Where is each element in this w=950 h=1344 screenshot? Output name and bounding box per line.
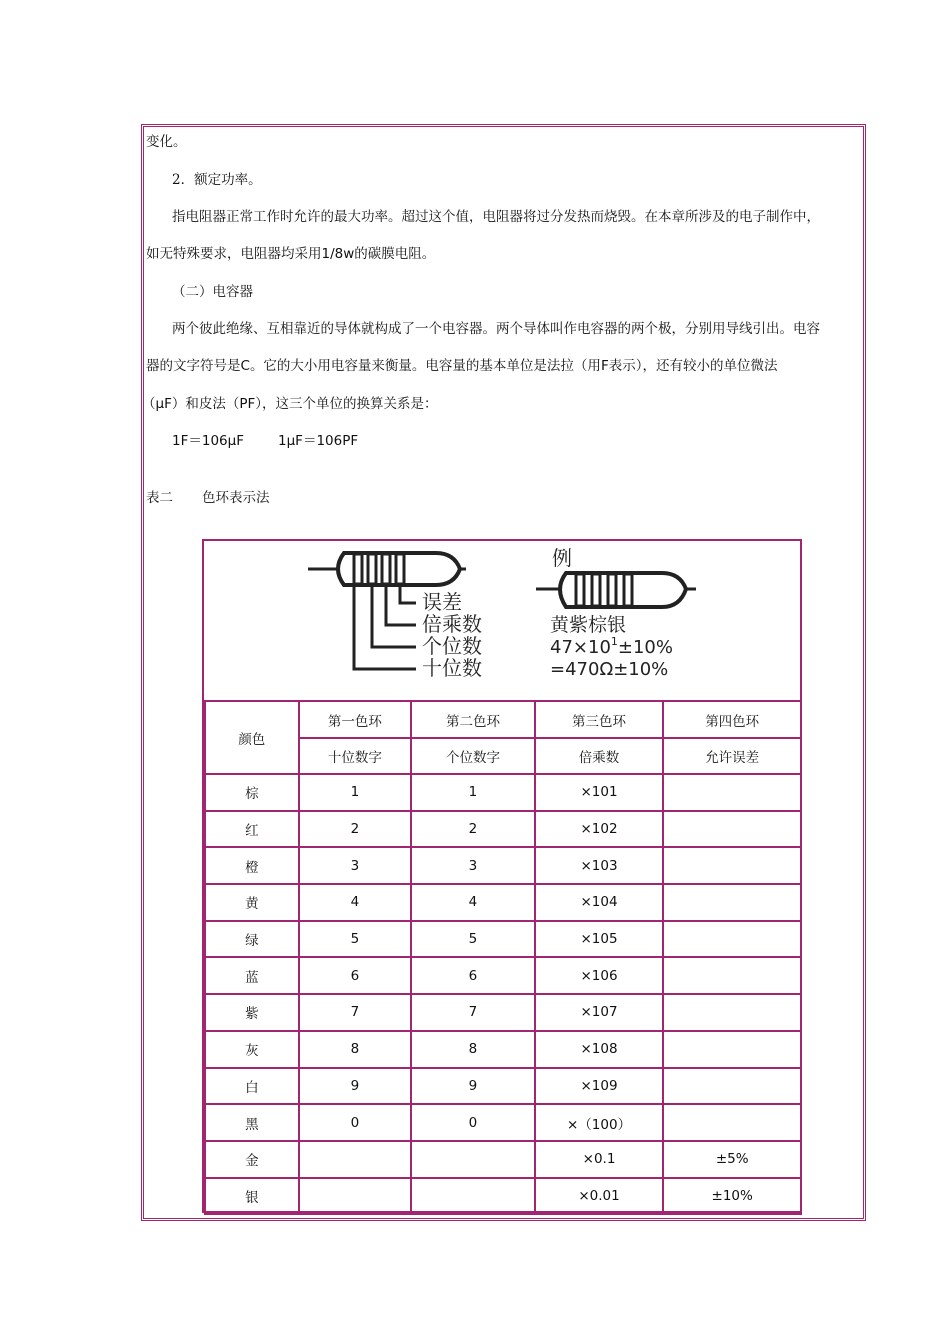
multiplier-cell: ×0.1	[535, 1141, 664, 1178]
units-digit-cell: 5	[411, 921, 535, 958]
multiplier-cell: ×109	[535, 1068, 664, 1105]
units-digit-cell: 0	[411, 1104, 535, 1141]
header-tolerance: 允许误差	[663, 738, 801, 774]
multiplier-cell: ×108	[535, 1031, 664, 1068]
tolerance-cell	[663, 847, 801, 884]
color-cell: 金	[205, 1141, 299, 1178]
tolerance-cell: ±5%	[663, 1141, 801, 1178]
header-color: 颜色	[205, 701, 299, 774]
table-row	[205, 994, 801, 1031]
units-digit-cell: 3	[411, 847, 535, 884]
units-digit-cell: 9	[411, 1068, 535, 1105]
tolerance-cell	[663, 1104, 801, 1141]
example-line1-tail: ±10%	[617, 637, 673, 658]
tens-digit-cell: 2	[299, 811, 412, 848]
table-row	[205, 811, 801, 848]
tens-digit-cell: 8	[299, 1031, 412, 1068]
cap3-e: ），这三个单位的换算关系是：	[255, 396, 438, 412]
multiplier-cell: ×107	[535, 994, 664, 1031]
multiplier-cell: ×0.01	[535, 1178, 664, 1215]
color-cell: 白	[205, 1068, 299, 1105]
color-cell: 绿	[205, 921, 299, 958]
units-digit-cell: 6	[411, 957, 535, 994]
table-row	[205, 1178, 801, 1215]
label-tolerance: 误差	[422, 590, 462, 614]
example-line2: =470Ω±10%	[550, 659, 669, 680]
color-cell: 黑	[205, 1104, 299, 1141]
resistor-right-icon	[536, 573, 696, 607]
tolerance-cell	[663, 884, 801, 921]
header-ring1: 第一色环	[299, 701, 412, 738]
capacitor-paragraph-line3	[142, 394, 438, 414]
tens-digit-cell: 1	[299, 774, 412, 811]
label-units-digit: 个位数	[422, 634, 482, 658]
units-digit-cell	[411, 1178, 535, 1215]
color-cell: 灰	[205, 1031, 299, 1068]
multiplier-cell: ×101	[535, 774, 664, 811]
tolerance-cell	[663, 994, 801, 1031]
cap-text-c: 。它的大小用电容量来衡量。电容量的基本单位是法拉（用	[249, 358, 601, 374]
label-tens-digit: 十位数	[422, 656, 482, 680]
color-cell: 紫	[205, 994, 299, 1031]
header-ring3: 第三色环	[535, 701, 664, 738]
color-cell: 橙	[205, 847, 299, 884]
conversion-1: 1F＝106μF	[172, 433, 244, 449]
text-continuation: 变化。	[146, 134, 187, 150]
color-cell: 蓝	[205, 957, 299, 994]
table-row	[205, 957, 801, 994]
table-row	[205, 847, 801, 884]
picofarad-symbol: PF	[239, 396, 256, 412]
header-row-top	[205, 701, 801, 738]
cap3-a: （	[142, 396, 156, 412]
color-cell: 棕	[205, 774, 299, 811]
tolerance-cell	[663, 1031, 801, 1068]
power-text-c: 的碳膜电阻。	[354, 246, 436, 262]
power-paragraph-line1: 指电阻器正常工作时允许的最大功率。超过这个值，电阻器将过分发热而烧毁。在本章所涉及的电子制作中，	[172, 209, 820, 225]
label-multiplier: 倍乘数	[422, 612, 482, 636]
header-multiplier: 倍乘数	[535, 738, 664, 774]
header-units-digit: 个位数字	[411, 738, 535, 774]
capacitor-paragraph-line1: 两个彼此绝缘、互相靠近的导体就构成了一个电容器。两个导体叫作电容器的两个极，分别用导线引出。电容	[172, 321, 820, 337]
header-ring2: 第二色环	[411, 701, 535, 738]
header-tens-digit: 十位数字	[299, 738, 412, 774]
tens-digit-cell: 5	[299, 921, 412, 958]
color-cell: 红	[205, 811, 299, 848]
tolerance-cell	[663, 1068, 801, 1105]
table-row	[205, 884, 801, 921]
color-cell: 黄	[205, 884, 299, 921]
table-title: 色环表示法	[202, 490, 270, 506]
tens-digit-cell	[299, 1141, 412, 1178]
power-paragraph-line2	[146, 244, 435, 264]
table-row	[205, 1068, 801, 1105]
cap-text-e: 表示），还有较小的单位微法	[608, 358, 778, 374]
multiplier-cell: ×（100）	[535, 1104, 664, 1141]
tens-digit-cell: 6	[299, 957, 412, 994]
tens-digit-cell: 3	[299, 847, 412, 884]
table-row	[205, 921, 801, 958]
farad-symbol: F	[600, 358, 609, 374]
table-row	[205, 1141, 801, 1178]
tens-digit-cell: 9	[299, 1068, 412, 1105]
multiplier-cell: ×103	[535, 847, 664, 884]
multiplier-cell: ×106	[535, 957, 664, 994]
multiplier-cell: ×102	[535, 811, 664, 848]
tens-digit-cell: 0	[299, 1104, 412, 1141]
header-ring4: 第四色环	[663, 701, 801, 738]
tolerance-cell	[663, 957, 801, 994]
color-code-table	[204, 700, 802, 1215]
example-line1	[550, 635, 673, 658]
tens-digit-cell: 7	[299, 994, 412, 1031]
multiplier-cell: ×105	[535, 921, 664, 958]
power-text-a: 如无特殊要求，电阻器均采用	[146, 246, 322, 262]
color-cell: 银	[205, 1178, 299, 1215]
table-row	[205, 1104, 801, 1141]
example-exponent: 1	[610, 635, 618, 648]
table-row	[205, 774, 801, 811]
tolerance-cell	[663, 774, 801, 811]
units-digit-cell: 2	[411, 811, 535, 848]
tolerance-cell: ±10%	[663, 1178, 801, 1215]
units-digit-cell: 7	[411, 994, 535, 1031]
cap3-c: ）和皮法（	[171, 396, 240, 412]
units-digit-cell: 1	[411, 774, 535, 811]
table-row	[205, 1031, 801, 1068]
microfarad-symbol: μF	[155, 396, 172, 412]
resistor-diagram	[204, 541, 800, 699]
cap-symbol: C	[240, 358, 250, 374]
tolerance-cell	[663, 811, 801, 848]
cap-text-a: 器的文字符号是	[146, 358, 241, 374]
item2-heading: 2．额定功率。	[172, 172, 262, 188]
example-title: 例	[552, 546, 572, 570]
units-digit-cell	[411, 1141, 535, 1178]
example-colors: 黄紫棕银	[550, 614, 627, 636]
capacitor-paragraph-line2	[146, 356, 777, 376]
units-digit-cell: 4	[411, 884, 535, 921]
units-digit-cell: 8	[411, 1031, 535, 1068]
tolerance-cell	[663, 921, 801, 958]
tens-digit-cell: 4	[299, 884, 412, 921]
tens-digit-cell	[299, 1178, 412, 1215]
table-label: 表二	[146, 490, 173, 506]
multiplier-cell: ×104	[535, 884, 664, 921]
capacitor-heading: （二）电容器	[172, 284, 253, 300]
conversion-2: 1μF＝106PF	[278, 433, 359, 449]
example-line1-base: 47×10	[550, 637, 611, 658]
power-value: 1/8w	[321, 246, 355, 262]
